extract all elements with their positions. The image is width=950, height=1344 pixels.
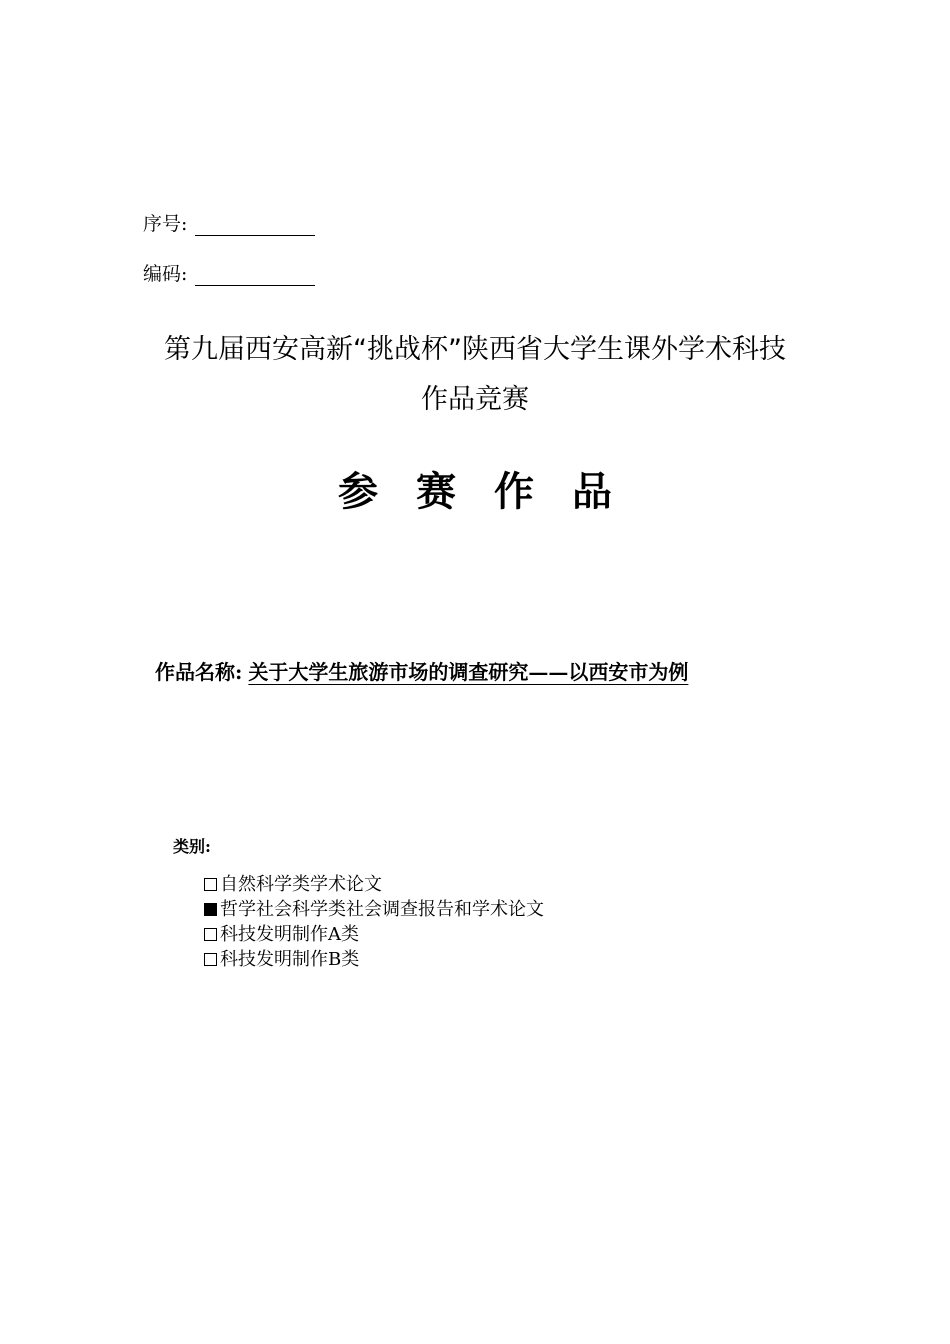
category-option-label: 科技发明制作B类 [220,949,360,970]
category-list [203,872,544,972]
checkbox-unchecked-icon[interactable] [204,878,217,891]
serial-number-blank[interactable] [195,215,315,236]
serial-number-field [143,212,315,236]
work-name-value: 关于大学生旅游市场的调查研究——以西安市为例 [248,660,689,684]
category-option [203,897,544,922]
category-option-label: 哲学社会科学类社会调查报告和学术论文 [220,899,544,920]
category-option [203,947,544,972]
work-name-row [155,658,688,686]
category-option [203,872,544,897]
category-label: 类别: [173,837,211,856]
category-option [203,922,544,947]
category-option-label: 自然科学类学术论文 [220,874,382,895]
code-blank[interactable] [195,265,315,286]
checkbox-unchecked-icon[interactable] [204,953,217,966]
work-name-label: 作品名称: [155,660,243,684]
checkbox-checked-icon[interactable] [204,903,217,916]
category-option-label: 科技发明制作A类 [220,924,359,945]
entry-heading: 参赛作品 [338,469,650,515]
checkbox-unchecked-icon[interactable] [204,928,217,941]
competition-title-line2: 作品竞赛 [421,384,529,415]
code-field [143,262,315,286]
code-label: 编码: [143,263,188,285]
competition-title-line1: 第九届西安高新“挑战杯”陕西省大学生课外学术科技 [164,334,786,365]
serial-number-label: 序号: [143,213,188,235]
